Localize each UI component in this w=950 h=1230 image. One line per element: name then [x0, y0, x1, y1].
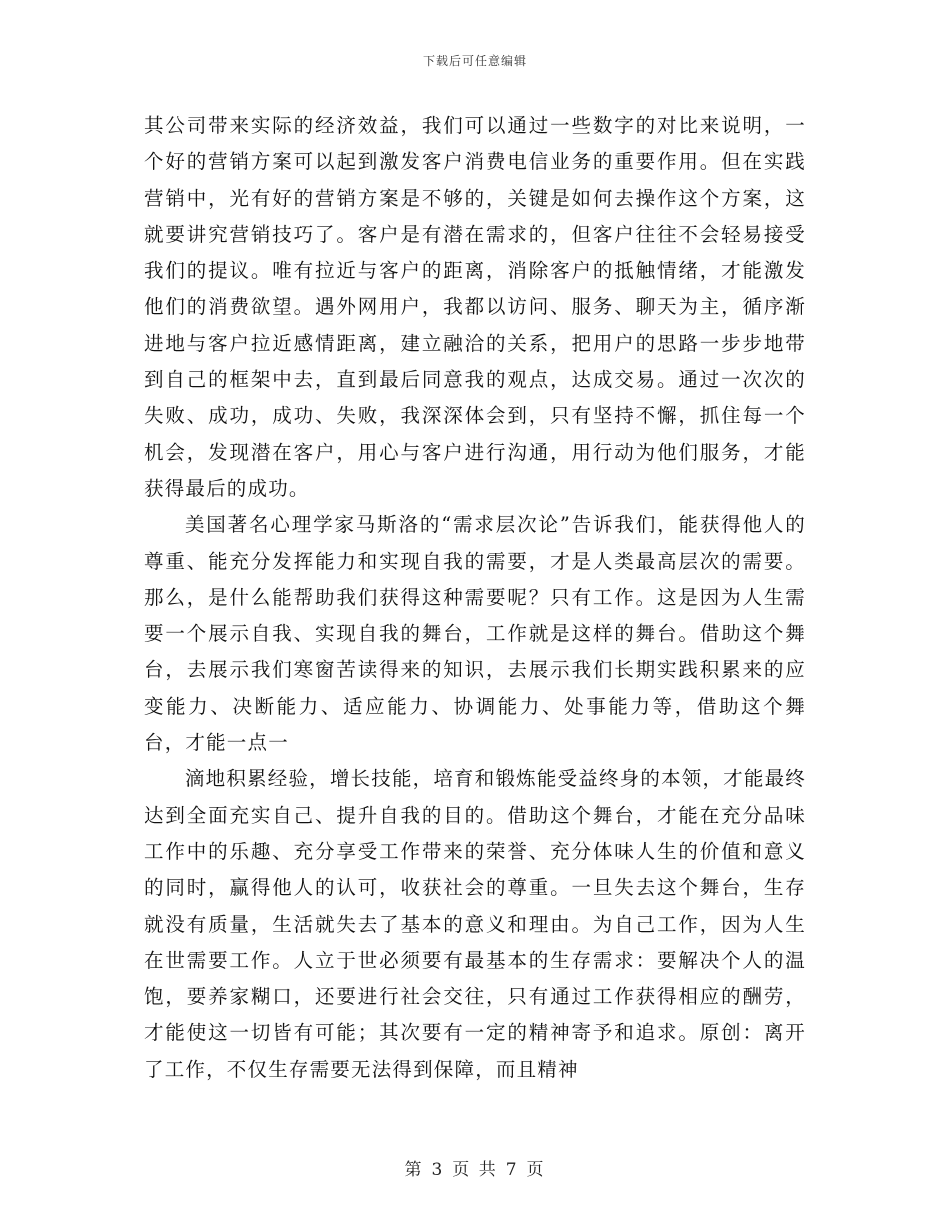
- page-header-note: 下载后可任意编辑: [422, 54, 527, 68]
- footer-prefix: 第: [404, 1160, 424, 1180]
- total-page-count: 7: [505, 1160, 519, 1180]
- footer-suffix: 页: [526, 1160, 546, 1180]
- paragraph-1: 其公司带来实际的经济效益，我们可以通过一些数字的对比来说明，一个好的营销方案可以起到激发客户消费电信业务的重要作用。但在实践营销中，光有好的营销方案是不够的，关键是如何去操作这个方案，这就要讲究营销技巧了。客户是有潜在需求的，但客户往往不会轻易接受我们的提议。唯有拉近与客户的距离，消除客户的抵触情绪，才能激发他们的消费欲望。遇外网用户，我都以访问、服务、聊天为主，循序渐进地与客户拉近感情距离，建立融洽的关系，把用户的思路一步步地带到自己的框架中去，直到最后同意我的观点，达成交易。通过一次次的失败、成功，成功、失败，我深深体会到，只有坚持不懈，抓住每一个机会，发现潜在客户，用心与客户进行沟通，用行动为他们服务，才能获得最后的成功。: [144, 114, 806, 500]
- current-page-number: 3: [431, 1160, 445, 1180]
- document-body: [144, 108, 806, 1088]
- paragraph-3: 滴地积累经验，增长技能，培育和锻炼能受益终身的本领，才能最终达到全面充实自己、提升自我的目的。借助这个舞台，才能在充分品味工作中的乐趣、充分享受工作带来的荣誉、充分体味人生的价值和意义的同时，赢得他人的认可，收获社会的尊重。一旦失去这个舞台，生存就没有质量，生活就失去了基本的意义和理由。为自己工作，因为人生在世需要工作。人立于世必须要有最基本的生存需求：要解决个人的温饱，要养家糊口，还要进行社会交往，只有通过工作获得相应的酬劳，才能使这一切皆有可能；其次要有一定的精神寄予和追求。原创：离开了工作，不仅生存需要无法得到保障，而且精神: [144, 767, 806, 1081]
- paragraph-2: 美国著名心理学家马斯洛的“需求层次论”告诉我们，能获得他人的尊重、能充分发挥能力和实现自我的需要，才是人类最高层次的需要。那么，是什么能帮助我们获得这种需要呢？只有工作。这是因为人生需要一个展示自我、实现自我的舞台，工作就是这样的舞台。借助这个舞台，去展示我们寒窗苦读得来的知识，去展示我们长期实践积累来的应变能力、决断能力、适应能力、协调能力、处事能力等，借助这个舞台，才能一点一: [144, 513, 806, 755]
- footer-middle: 页 共: [452, 1160, 498, 1180]
- page-number-footer: [0, 1155, 950, 1180]
